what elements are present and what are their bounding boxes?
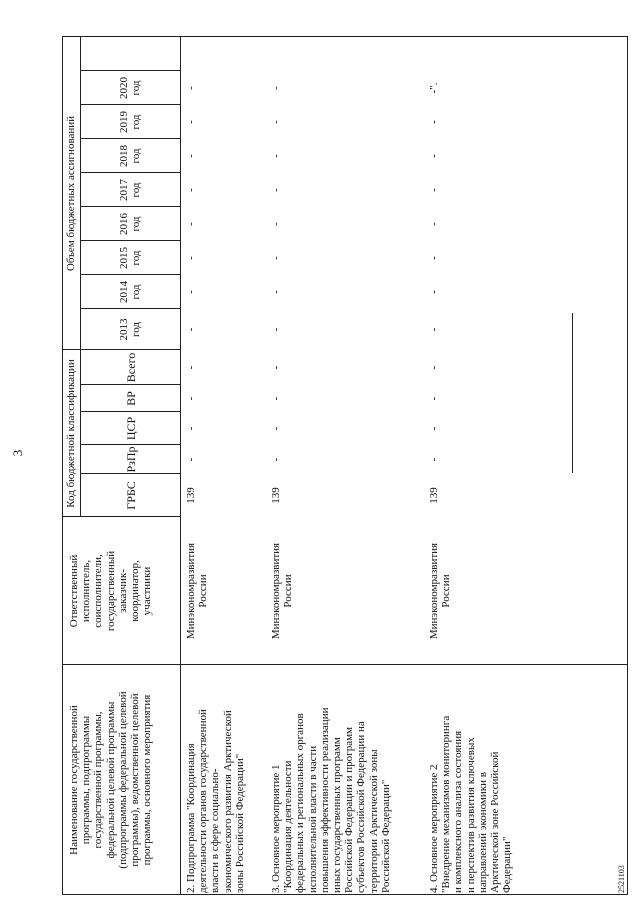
row-2-csr: - <box>270 426 282 431</box>
row-2-2013: - <box>270 327 282 332</box>
row-1-csr: - <box>185 426 197 431</box>
row-2-rzpr: - <box>270 457 282 462</box>
header-year-2016: 2016 год <box>118 213 143 235</box>
row-2-total: - <box>270 365 282 370</box>
header-year-2017: 2017 год <box>118 179 143 201</box>
budget-group-line <box>80 37 81 350</box>
row-3-responsible: Минэкономразвития России <box>428 542 453 640</box>
row-3-vr: - <box>428 396 440 401</box>
row-1-2013: - <box>185 327 197 332</box>
row-1-2018: - <box>185 154 197 158</box>
header-total: Всего <box>124 352 138 383</box>
row-2-name: 3. Основное мероприятие 1 "Координация деятельности федеральных и региональных органов исполнительной власти в части повышения эффективности реализации иных государственных программ Российской Федерации и программ субъектов Российской Федерации на территории Арктической зоны Российской Федерации" <box>270 707 392 893</box>
row-1-2019: - <box>185 120 197 124</box>
header-rzpr: РзПр <box>124 446 138 473</box>
row-3-total: - <box>428 365 440 370</box>
header-year-2013: 2013 год <box>118 318 143 341</box>
row-2-2020: - <box>270 86 282 90</box>
document-code: 2521103 <box>617 865 626 893</box>
row-3-grbs: 139 <box>428 487 440 504</box>
table-border-bottom <box>627 37 628 895</box>
row-2-2018: - <box>270 154 282 158</box>
row-3-2018: - <box>428 154 440 158</box>
row-1-rzpr: - <box>185 457 197 462</box>
row-3-csr: - <box>428 426 440 431</box>
row-1-name: 2. Подпрограмма "Координация деятельности органов государственной власти в сфере социально- экономического развития Арктической зоны Российской Федерации" <box>185 709 246 893</box>
row-2-responsible: Минэкономразвития России <box>270 542 295 640</box>
row-1-2016: - <box>185 222 197 226</box>
row-1-vr: - <box>185 396 197 401</box>
row-2-2016: - <box>270 222 282 226</box>
table-border-top <box>62 37 63 895</box>
row-2-2019: - <box>270 120 282 124</box>
row-3-2019: - <box>428 120 440 124</box>
row-3-2013: - <box>428 327 440 332</box>
row-3-2017: - <box>428 188 440 192</box>
header-code-group: Код бюджетной классификации <box>65 359 77 508</box>
page-number: 3 <box>10 449 25 457</box>
header-year-2020: 2020 год <box>118 77 143 99</box>
header-bottom-line <box>180 37 181 895</box>
header-year-2014: 2014 год <box>118 281 143 303</box>
row-2-2017: - <box>270 188 282 192</box>
row-1-2020: - <box>185 86 197 90</box>
header-grbs: ГРБС <box>124 481 138 510</box>
row-3-2016: - <box>428 222 440 226</box>
row-1-2014: - <box>185 290 197 294</box>
row-1-grbs: 139 <box>185 487 197 504</box>
row-2-grbs: 139 <box>270 487 282 504</box>
header-year-2018: 2018 год <box>118 145 143 167</box>
header-csr: ЦСР <box>124 416 138 441</box>
header-vr: ВР <box>124 391 138 406</box>
row-1-2015: - <box>185 256 197 260</box>
row-3-name: 4. Основное мероприятие 2 "Внедрение механизмов мониторинга и комплексного анализа состояния и перспектив развития ключевых направлений экономики в Арктической зоне Российской Федерации" <box>428 715 514 893</box>
row-1-total: - <box>185 365 197 370</box>
header-name-col: Наименование государственной программы, подпрограммы государственной программы, федеральной целевой программы (подпрограммы федеральной целевой программы), ведомственной целевой программы, основного мероприятия <box>68 691 154 869</box>
header-responsible-col: Ответственный исполнитель, соисполнители, государственный заказчик- координатор, участники <box>68 550 154 632</box>
row-1-2017: - <box>185 188 197 192</box>
header-year-2015: 2015 год <box>118 247 143 269</box>
code-group-line <box>80 350 81 517</box>
row-2-vr: - <box>270 396 282 401</box>
row-1-responsible: Минэкономразвития России <box>185 542 210 640</box>
row-3-rzpr: - <box>428 457 440 462</box>
table-border-right <box>62 36 628 37</box>
header-budget-group: Объем бюджетных ассигнований <box>65 115 77 272</box>
row-2-2015: - <box>270 256 282 260</box>
row-3-2020: -". <box>428 82 440 94</box>
header-year-2019: 2019 год <box>118 111 143 133</box>
page-divider <box>572 313 573 473</box>
row-3-2015: - <box>428 256 440 260</box>
row-3-2014: - <box>428 290 440 294</box>
row-2-2014: - <box>270 290 282 294</box>
